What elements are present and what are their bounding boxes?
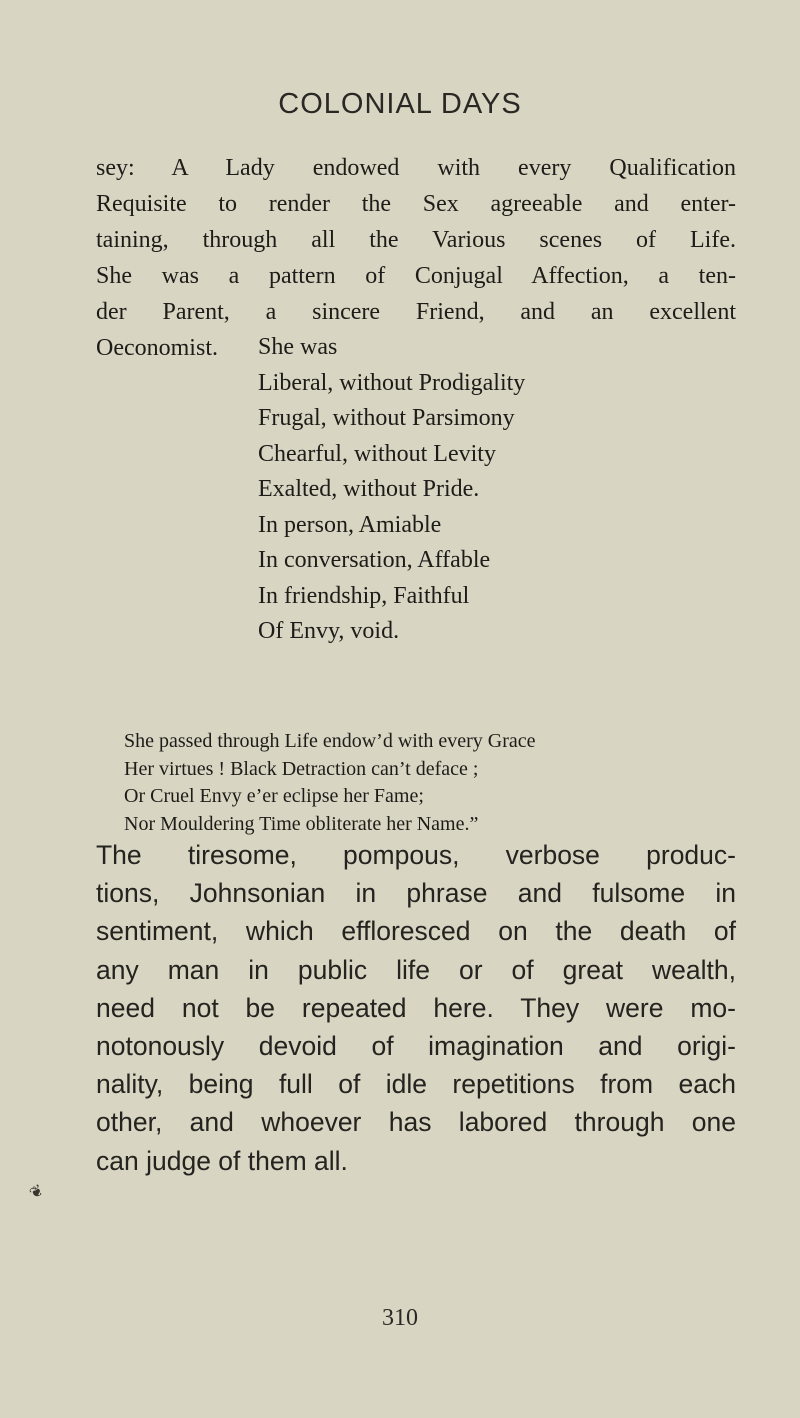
virtues-line: Exalted, without Pride. [258,476,480,502]
commentary-line: tions, Johnsonian in phrase and fulsome in [96,878,736,909]
commentary-line: nality, being full of idle repetitions from each [96,1069,736,1100]
verse-line: Nor Mouldering Time obliterate her Name.” [124,812,479,835]
virtues-line: Liberal, without Prodigality [258,369,526,396]
commentary-line: need not be repeated here. They were mo- [96,992,736,1023]
verse-line: Her virtues ! Black Detraction can’t deface ; [124,757,479,780]
commentary-line: other, and whoever has labored through one [96,1107,736,1138]
running-head: COLONIAL DAYS [278,88,522,120]
virtues-line: In conversation, Affable [258,547,491,573]
virtues-line: In friendship, Faithful [258,582,470,609]
verse-line: Or Cruel Envy e’er eclipse her Fame; [124,785,424,807]
commentary-line: The tiresome, pompous, verbose produc- [96,840,736,870]
paragraph-line: Requisite to render the Sex agreeable and enter- [96,191,736,217]
commentary-line: can judge of them all. [96,1145,348,1176]
virtues-line: In person, Amiable [258,511,442,538]
virtues-list [258,330,525,650]
epitaph-verse [124,728,536,838]
paragraph-line: der Parent, a sincere Friend, and an excellent [96,299,736,325]
virtues-line: Frugal, without Parsimony [258,405,515,431]
commentary-line: any man in public life or of great wealth, [96,954,736,985]
paragraph-line: sey: A Lady endowed with every Qualification [96,155,736,181]
paragraph-line: Oeconomist. [96,335,218,361]
page-number: 310 [382,1305,418,1331]
virtues-line: She was [258,334,338,360]
verse-line: She passed through Life endow’d with every Grace [124,730,536,752]
commentary-line: sentiment, which effloresced on the death of [96,916,736,947]
paragraph-line: She was a pattern of Conjugal Affection, a ten- [96,263,736,289]
commentary-paragraph [96,836,736,1180]
commentary-line: notonously devoid of imagination and origi- [96,1031,736,1062]
virtues-line: Of Envy, void. [258,618,400,644]
paragraph-line: taining, through all the Various scenes of Life. [96,227,736,253]
virtues-line: Chearful, without Levity [258,440,496,467]
ink-mark: ❦ [26,1181,48,1204]
